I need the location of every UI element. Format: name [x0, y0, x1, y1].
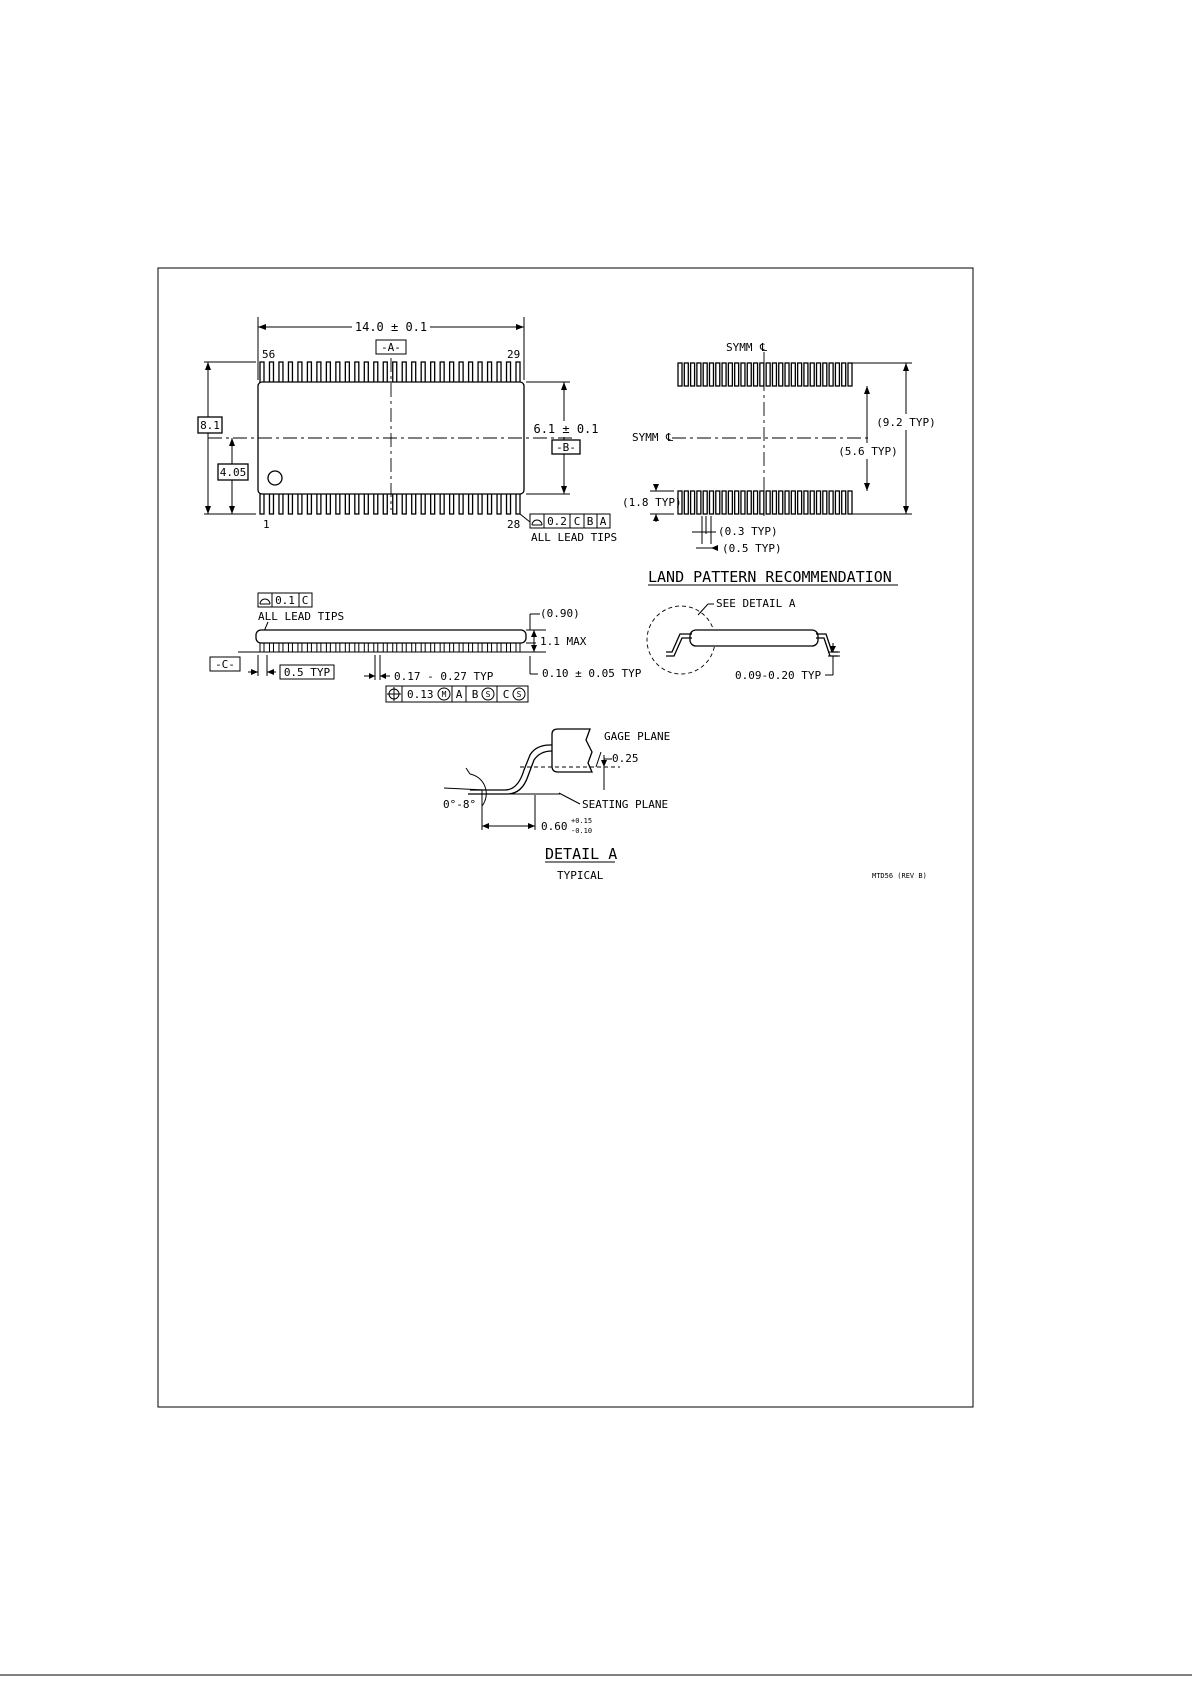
land-pad-upper	[835, 363, 839, 386]
end-view-body	[690, 630, 818, 646]
top-lead-upper	[450, 362, 454, 384]
top-view	[198, 317, 617, 544]
top-lead-lower	[469, 492, 473, 514]
land-pad-lower	[823, 491, 827, 514]
top-lead-upper	[459, 362, 463, 384]
land-pad-lower	[829, 491, 833, 514]
land-pad-lower	[684, 491, 688, 514]
lead-width-label: 0.17 - 0.27 TYP	[394, 670, 494, 683]
side-lead	[355, 643, 359, 652]
top-lead-lower	[374, 492, 378, 514]
land-pad-lower	[779, 491, 783, 514]
land-pad-upper	[728, 363, 732, 386]
side-lead	[459, 643, 463, 652]
position-ref-c: C	[502, 688, 510, 701]
profile-tolerance-icon	[532, 520, 542, 525]
drawing-number: MTD56 (REV B)	[872, 872, 927, 880]
land-pad-upper	[791, 363, 795, 386]
top-lead-upper	[288, 362, 292, 384]
land-pad-lower	[709, 491, 713, 514]
detail-a-subtitle: TYPICAL	[557, 869, 604, 882]
seating-plane-label: SEATING PLANE	[582, 798, 669, 811]
pitch-label: 0.5 TYP	[283, 666, 331, 679]
coplanarity-tolerance-frame	[258, 593, 312, 607]
top-lead-upper	[402, 362, 406, 384]
side-lead	[469, 643, 473, 652]
side-lead	[317, 643, 321, 652]
side-package-body	[256, 630, 526, 643]
land-pad-upper	[823, 363, 827, 386]
side-lead	[440, 643, 444, 652]
side-lead	[507, 643, 511, 652]
modifier-s2: S	[516, 690, 522, 699]
side-lead	[364, 643, 368, 652]
land-pad-lower	[722, 491, 726, 514]
body-width-label: 6.1 ± 0.1	[533, 422, 599, 436]
land-pad-lower	[747, 491, 751, 514]
datum-b-label: -B-	[556, 441, 576, 454]
land-pattern-title: LAND PATTERN RECOMMENDATION	[648, 568, 892, 586]
land-pad-lower	[728, 491, 732, 514]
side-view-leads	[260, 643, 520, 652]
top-lead-upper	[364, 362, 368, 384]
modifier-s1: S	[485, 690, 491, 699]
position-tolerance-value: 0.13	[407, 688, 434, 701]
angle-label: 0°-8°	[443, 798, 477, 811]
top-lead-lower	[440, 492, 444, 514]
top-lead-upper	[421, 362, 425, 384]
pad-length-label: (1.8 TYP)	[622, 496, 682, 509]
land-pad-lower	[703, 491, 707, 514]
land-pad-lower	[835, 491, 839, 514]
top-lead-lower	[450, 492, 454, 514]
max-height-label: 1.1 MAX	[540, 635, 587, 648]
land-pad-upper	[760, 363, 764, 386]
side-lead	[450, 643, 454, 652]
gage-plane-label: GAGE PLANE	[604, 730, 671, 743]
detail-a-view	[443, 729, 670, 882]
land-pad-upper	[747, 363, 751, 386]
top-lead-lower	[364, 492, 368, 514]
span-dimension-label: (9.2 TYP)	[876, 416, 936, 429]
detail-body-section	[552, 729, 592, 772]
side-lead	[336, 643, 340, 652]
top-lead-upper	[488, 362, 492, 384]
top-lead-lower	[307, 492, 311, 514]
top-lead-lower	[402, 492, 406, 514]
side-lead	[298, 643, 302, 652]
side-lead	[345, 643, 349, 652]
top-lead-upper	[507, 362, 511, 384]
top-lead-upper	[269, 362, 273, 384]
top-lead-upper	[260, 362, 264, 384]
top-lead-lower	[393, 492, 397, 514]
land-pad-lower	[848, 491, 852, 514]
top-lead-upper	[326, 362, 330, 384]
land-pad-upper	[817, 363, 821, 386]
detail-a-title: DETAIL A	[545, 845, 618, 863]
position-ref-a: A	[455, 688, 463, 701]
top-lead-upper	[374, 362, 378, 384]
top-lead-lower	[431, 492, 435, 514]
top-lead-lower	[336, 492, 340, 514]
top-lead-lower	[383, 492, 387, 514]
side-lead	[383, 643, 387, 652]
side-lead	[421, 643, 425, 652]
pad-width-label: (0.3 TYP)	[718, 525, 778, 538]
side-lead	[269, 643, 273, 652]
ref-c-label: C	[573, 515, 581, 528]
centerline-symbol-top: ℄	[760, 341, 768, 354]
coplanarity-value: 0.1	[275, 594, 295, 607]
top-lead-upper	[345, 362, 349, 384]
land-pad-upper	[810, 363, 814, 386]
top-lead-lower	[497, 492, 501, 514]
top-lead-upper	[383, 362, 387, 384]
land-pad-lower	[791, 491, 795, 514]
top-lead-upper	[497, 362, 501, 384]
datum-c-label: -C-	[215, 658, 235, 671]
land-pad-upper	[779, 363, 783, 386]
foot-tolerance-plus: +0.15	[571, 817, 593, 825]
land-pad-upper	[697, 363, 701, 386]
land-pad-lower	[798, 491, 802, 514]
top-lead-upper	[440, 362, 444, 384]
top-lead-upper	[516, 362, 520, 384]
top-lead-upper	[298, 362, 302, 384]
top-lead-lower	[459, 492, 463, 514]
top-lead-lower	[345, 492, 349, 514]
pin-29-label: 29	[507, 348, 521, 361]
top-lead-upper	[317, 362, 321, 384]
all-lead-tips-note: ALL LEAD TIPS	[531, 531, 618, 544]
half-width-label: 4.05	[219, 466, 247, 479]
land-pad-upper	[798, 363, 802, 386]
land-pattern-view	[622, 341, 936, 586]
side-lead	[516, 643, 520, 652]
top-lead-lower	[355, 492, 359, 514]
position-tolerance-icon	[387, 687, 401, 701]
end-view-left-lead	[666, 634, 692, 656]
position-tolerance-frame	[386, 686, 528, 702]
top-lead-lower	[488, 492, 492, 514]
top-lead-upper	[478, 362, 482, 384]
land-pad-lower	[810, 491, 814, 514]
side-lead	[412, 643, 416, 652]
land-pad-lower	[754, 491, 758, 514]
side-lead	[497, 643, 501, 652]
datum-a-label: -A-	[381, 341, 401, 354]
top-lead-lower	[412, 492, 416, 514]
land-pad-lower	[716, 491, 720, 514]
top-lead-upper	[355, 362, 359, 384]
land-pad-upper	[772, 363, 776, 386]
profile-tolerance-value: 0.2	[547, 515, 567, 528]
land-pattern-pads	[678, 363, 852, 514]
land-pad-upper	[754, 363, 758, 386]
land-pad-upper	[785, 363, 789, 386]
land-pad-upper	[735, 363, 739, 386]
top-lead-lower	[507, 492, 511, 514]
standoff-label: 0.10 ± 0.05 TYP	[542, 667, 642, 680]
land-pad-lower	[735, 491, 739, 514]
pin-56-label: 56	[262, 348, 276, 361]
land-pad-upper	[722, 363, 726, 386]
pin-1-label: 1	[263, 518, 270, 531]
land-pad-upper	[766, 363, 770, 386]
symm-left-label: SYMM	[632, 431, 659, 444]
land-pad-lower	[697, 491, 701, 514]
end-view	[647, 597, 840, 682]
top-lead-upper	[336, 362, 340, 384]
top-lead-upper	[307, 362, 311, 384]
height-reference-label: (0.90)	[540, 607, 580, 620]
side-lead	[488, 643, 492, 652]
land-pad-lower	[766, 491, 770, 514]
side-lead	[393, 643, 397, 652]
foot-tolerance-minus: -0.10	[571, 827, 593, 835]
side-lead-tips-note: ALL LEAD TIPS	[258, 610, 345, 623]
pad-pitch-label: (0.5 TYP)	[722, 542, 782, 555]
land-pad-upper	[716, 363, 720, 386]
top-lead-lower	[326, 492, 330, 514]
top-lead-upper	[393, 362, 397, 384]
see-detail-label: SEE DETAIL A	[716, 597, 796, 610]
profile-tolerance-frame	[530, 514, 610, 528]
lead-thickness-label: 0.09-0.20 TYP	[735, 669, 822, 682]
land-pad-lower	[842, 491, 846, 514]
land-pad-upper	[691, 363, 695, 386]
pin-28-label: 28	[507, 518, 521, 531]
length-dimension-label: 14.0 ± 0.1	[354, 320, 428, 334]
land-pad-upper	[804, 363, 808, 386]
land-pad-lower	[772, 491, 776, 514]
top-lead-upper	[469, 362, 473, 384]
top-lead-lower	[421, 492, 425, 514]
side-lead	[402, 643, 406, 652]
overall-width-label: 8.1	[200, 419, 220, 432]
top-lead-lower	[269, 492, 273, 514]
foot-length-label: 0.60	[541, 820, 568, 833]
coplanarity-ref-c: C	[301, 594, 309, 607]
land-pad-upper	[741, 363, 745, 386]
top-lead-lower	[516, 492, 520, 514]
side-lead	[279, 643, 283, 652]
top-lead-upper	[431, 362, 435, 384]
land-pad-lower	[760, 491, 764, 514]
land-pad-upper	[829, 363, 833, 386]
land-pad-lower	[804, 491, 808, 514]
top-lead-upper	[412, 362, 416, 384]
land-pad-upper	[848, 363, 852, 386]
top-lead-lower	[260, 492, 264, 514]
land-pad-upper	[709, 363, 713, 386]
coplanarity-icon	[260, 599, 270, 604]
land-pad-lower	[741, 491, 745, 514]
top-lead-lower	[288, 492, 292, 514]
top-lead-lower	[279, 492, 283, 514]
side-lead	[288, 643, 292, 652]
top-lead-lower	[317, 492, 321, 514]
symm-top-label: SYMM	[726, 341, 753, 354]
top-lead-lower	[298, 492, 302, 514]
ref-a-label: A	[599, 515, 607, 528]
land-pad-upper	[678, 363, 682, 386]
side-lead	[374, 643, 378, 652]
side-lead	[431, 643, 435, 652]
side-lead	[307, 643, 311, 652]
land-pad-upper	[703, 363, 707, 386]
top-lead-lower	[478, 492, 482, 514]
side-lead	[260, 643, 264, 652]
modifier-m: M	[441, 690, 447, 699]
end-view-right-lead	[816, 634, 838, 656]
side-lead	[478, 643, 482, 652]
ref-b-label: B	[586, 515, 594, 528]
detail-lead-form	[468, 745, 556, 794]
centerline-symbol-left: ℄	[666, 431, 674, 444]
land-pad-lower	[785, 491, 789, 514]
side-lead	[326, 643, 330, 652]
side-view	[210, 593, 642, 702]
top-lead-upper	[279, 362, 283, 384]
gage-dimension-label: 0.25	[612, 752, 639, 765]
land-pad-upper	[684, 363, 688, 386]
position-ref-b: B	[471, 688, 479, 701]
land-pad-upper	[842, 363, 846, 386]
land-pad-lower	[817, 491, 821, 514]
land-pad-lower	[691, 491, 695, 514]
inner-dimension-label: (5.6 TYP)	[838, 445, 898, 458]
